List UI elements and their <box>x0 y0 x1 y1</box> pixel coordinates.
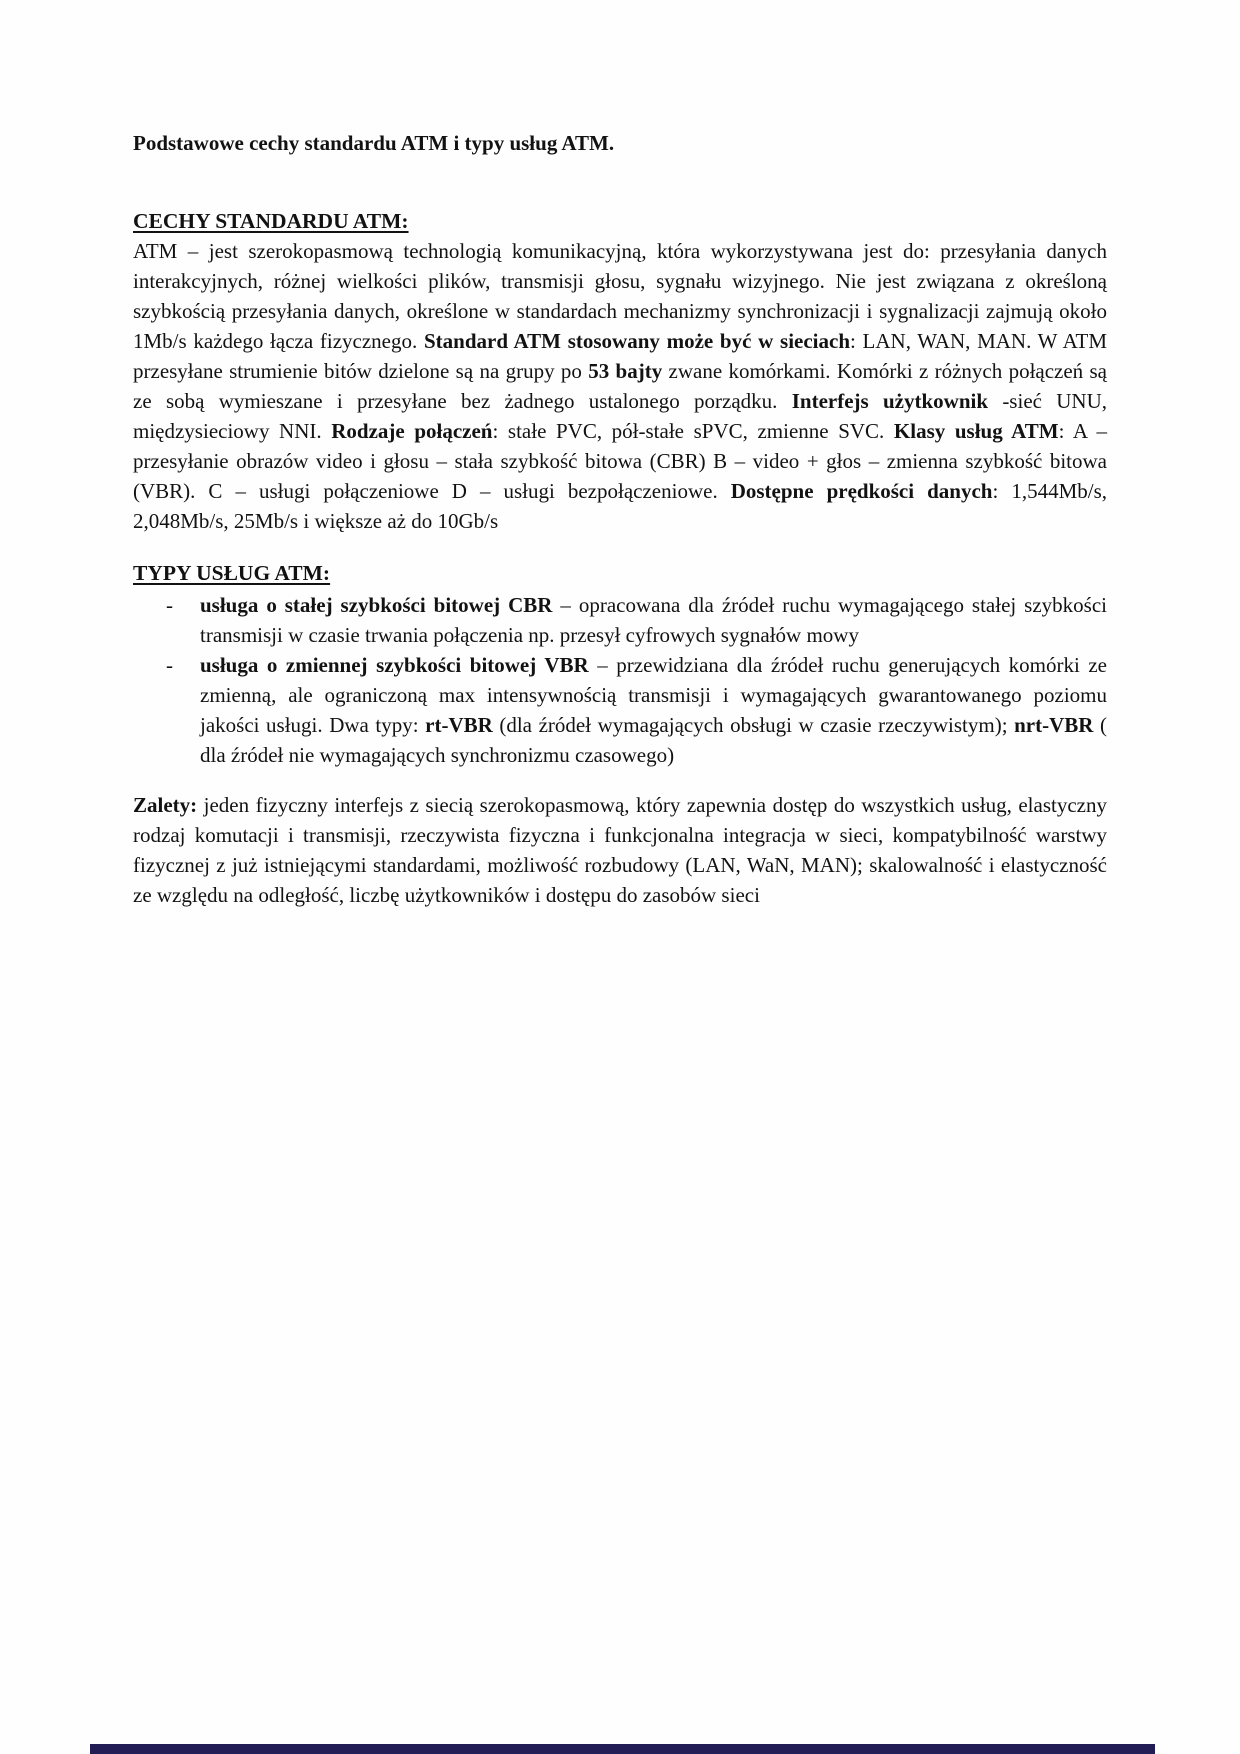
text-run: – przewidziana dla źródeł ruchu generujących komórki ze zmienną, ale ograniczoną max intensywnością transmisji i wymagających gwarantowanego poziomu jakości usługi. Dwa typy: <box>200 653 1107 737</box>
text-run: : LAN, WAN, MAN. W ATM przesyłane strumienie bitów dzielone są na grupy po <box>133 329 1108 383</box>
text-run-bold: rt-VBR <box>425 713 493 737</box>
footer-bar <box>90 1744 1155 1754</box>
bullet-dash-marker: - <box>166 653 173 677</box>
bullet-dash-marker: - <box>166 593 173 617</box>
text-run: zwane komórkami. Komórki z różnych połączeń są ze sobą wymieszane i przesyłane bez żadnego ustalonego porządku. <box>133 359 1107 413</box>
paragraph-zalety <box>133 790 1107 910</box>
heading-typy-uslug-atm: TYPY USŁUG ATM: <box>133 561 331 585</box>
document-content <box>133 128 1107 910</box>
text-run-bold: nrt-VBR <box>1014 713 1094 737</box>
text-run-bold: usługa o stałej szybkości bitowej CBR <box>200 593 553 617</box>
text-run-bold: Standard ATM stosowany może być w sieciach <box>423 329 851 353</box>
text-run-bold: Klasy usług ATM <box>893 419 1059 443</box>
text-run: : stałe PVC, pół-stałe sPVC, zmienne SVC. <box>492 419 894 443</box>
text-run: – opracowana dla źródeł ruchu wymagającego stałej szybkości transmisji w czasie trwania połączenia np. przesył cyfrowych sygnałów mowy <box>200 593 1107 647</box>
text-run-bold: Dostępne prędkości danych <box>730 479 993 503</box>
heading-cechy-standardu-atm: CECHY STANDARDU ATM: <box>133 209 409 233</box>
text-run: : A – przesyłanie obrazów video i głosu – stała szybkość bitowa (CBR) B – video + głos – zmienna szybkość bitowa (VBR). C – usługi połączeniowe D – usługi bezpołączeniowe. <box>133 419 1107 503</box>
bullet-list-typy-uslug <box>133 590 1107 770</box>
text-run-bold: Zalety: <box>133 793 198 817</box>
text-run-bold: 53 bajty <box>588 359 663 383</box>
text-run: ( dla źródeł nie wymagających synchronizmu czasowego) <box>200 713 1107 767</box>
text-run-bold: usługa o zmiennej szybkości bitowej VBR <box>200 653 589 677</box>
text-run-bold: Interfejs użytkownik <box>791 389 989 413</box>
document-title: Podstawowe cechy standardu ATM i typy usług ATM. <box>133 131 615 155</box>
text-run: ATM – jest szerokopasmową technologią komunikacyjną, która wykorzystywana jest do: przesyłania danych interakcyjnych, różnej wielkości plików, transmisji głosu, sygnału wizyjnego. Nie jest związana z określoną szybkością przesyłania danych, określone w standardach mechanizmy synchronizacji i sygnalizacji zajmują około 1Mb/s każdego łącza fizycznego. <box>133 239 1107 353</box>
text-run-bold: Rodzaje połączeń <box>331 419 493 443</box>
text-run: -sieć UNU, międzysieciowy NNI. <box>133 389 1108 443</box>
text-run: (dla źródeł wymagających obsługi w czasie rzeczywistym); <box>492 713 1015 737</box>
list-item-text <box>200 590 1107 650</box>
list-item-text <box>200 650 1107 770</box>
text-run: jeden fizyczny interfejs z siecią szerokopasmową, który zapewnia dostęp do wszystkich usług, elastyczny rodzaj komutacji i transmisji, rzeczywista fizyczna i funkcjonalna integracja w sieci, kompatybilność warstwy fizycznej z już istniejącymi standardami, możliwość rozbudowy (LAN, WaN, MAN); skalowalność i elastyczność ze względu na odległość, liczbę użytkowników i dostępu do zasobów sieci <box>133 793 1107 907</box>
list-item-cbr <box>133 590 1107 650</box>
paragraph-cechy-standardu <box>133 236 1107 536</box>
text-run: : 1,544Mb/s, 2,048Mb/s, 25Mb/s i większe aż do 10Gb/s <box>133 479 1108 533</box>
list-item-vbr <box>133 650 1107 770</box>
